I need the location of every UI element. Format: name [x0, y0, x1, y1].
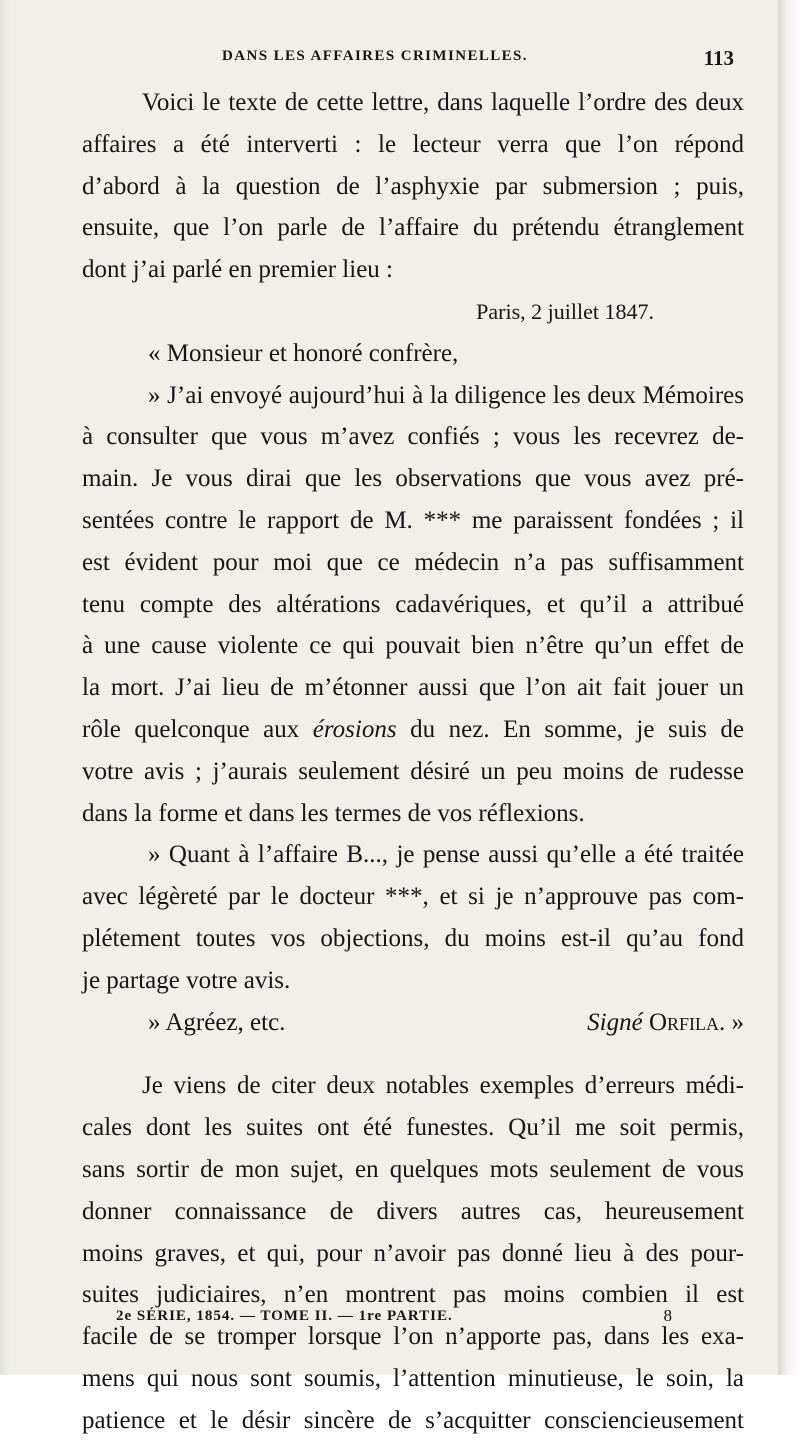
signed-label: Signé — [587, 1008, 643, 1036]
text-line: d’abord à la question de l’asphyxie par submersion ; puis, — [82, 172, 744, 200]
text-line: patience et le désir sincère de s’acquitter consciencieusement — [82, 1406, 744, 1434]
text-run: rôle quelconque aux — [82, 715, 313, 743]
page-footer — [82, 1306, 734, 1336]
page-body — [82, 82, 744, 1442]
text-line: votre avis ; j’aurais seulement désiré un peu moins de rudesse — [82, 757, 744, 785]
text-line: Je viens de citer deux notables exemples d’erreurs médi- — [142, 1072, 744, 1100]
text-line: plétement toutes vos objections, du moins est-il qu’au fond — [82, 924, 744, 952]
text-line: mens qui nous sont soumis, l’attention minutieuse, le soin, la — [82, 1364, 744, 1392]
text-line: la mort. J’ai lieu de m’étonner aussi que l’on ait fait jouer un — [82, 674, 744, 702]
text-line: Voici le texte de cette lettre, dans laquelle l’ordre des deux — [142, 89, 744, 116]
page-edge — [778, 0, 800, 1375]
text-line: je partage votre avis. — [82, 966, 291, 994]
page-gutter-shadow — [0, 0, 10, 1375]
text-line: cales dont les suites ont été funestes. Qu’il me soit permis, — [82, 1114, 744, 1142]
text-line: dans la forme et dans les termes de vos réflexions. — [82, 799, 585, 827]
closing-text: » Agréez, etc. — [148, 1008, 286, 1036]
letter-signature — [587, 1002, 744, 1044]
text-line: donner connaissance de divers autres cas, heureusement — [82, 1197, 744, 1225]
running-title: DANS LES AFFAIRES CRIMINELLES. — [222, 48, 528, 64]
text-line: moins graves, et qui, pour n’avoir pas donné lieu à des pour- — [82, 1239, 744, 1267]
text-line: facile de se tromper lorsque l’on n’apporte pas, dans les exa- — [82, 1323, 744, 1351]
text-line: à consulter que vous m’avez confiés ; vous les recevrez de- — [82, 423, 744, 451]
text-line: est évident pour moi que ce médecin n’a pas suffisamment — [82, 548, 744, 576]
text-line: sans sortir de mon sujet, en quelques mots seulement de vous — [82, 1155, 744, 1183]
text-line: dont j’ai parlé en premier lieu : — [82, 256, 393, 284]
emphasis-erosions: érosions — [312, 715, 397, 743]
text-line: ensuite, que l’on parle de l’affaire du prétendu étranglement — [82, 214, 744, 242]
text-line: à une cause violente ce qui pouvait bien n’être qu’un effet de — [82, 632, 744, 660]
signature-mark: 8 — [663, 1306, 672, 1325]
letter-dateline: Paris, 2 juillet 1847. — [476, 298, 654, 324]
page-header — [82, 46, 734, 72]
text-line: suites judiciaires, n’en montrent pas moins combien il est — [82, 1281, 744, 1309]
letter-closing — [82, 1002, 744, 1044]
page-number: 113 — [703, 46, 734, 70]
paragraph-gap — [82, 1043, 744, 1065]
series-note: 2e SÉRIE, 1854. — TOME II. — 1re PARTIE. — [116, 1308, 453, 1324]
text-line: affaires a été interverti : le lecteur verra que l’on répond — [82, 130, 744, 158]
text-line: tenu compte des altérations cadavériques, et qu’il a attribué — [82, 590, 744, 618]
text-line: » J’ai envoyé aujourd’hui à la diligence les deux Mémoires — [148, 381, 744, 409]
letter-salutation: « Monsieur et honoré confrère, — [148, 339, 459, 367]
text-line: » Quant à l’affaire B..., je pense aussi qu’elle a été traitée — [148, 841, 744, 869]
text-line — [82, 709, 744, 751]
text-run: du nez. En somme, je suis de — [396, 715, 744, 743]
signer-name: Orfila. » — [648, 1008, 744, 1036]
text-line: avec légèreté par le docteur ***, et si je n’approuve pas com- — [82, 883, 744, 911]
text-line: sentées contre le rapport de M. *** me paraissent fondées ; il — [82, 506, 744, 534]
text-line: main. Je vous dirai que les observations que vous avez pré- — [82, 465, 744, 493]
